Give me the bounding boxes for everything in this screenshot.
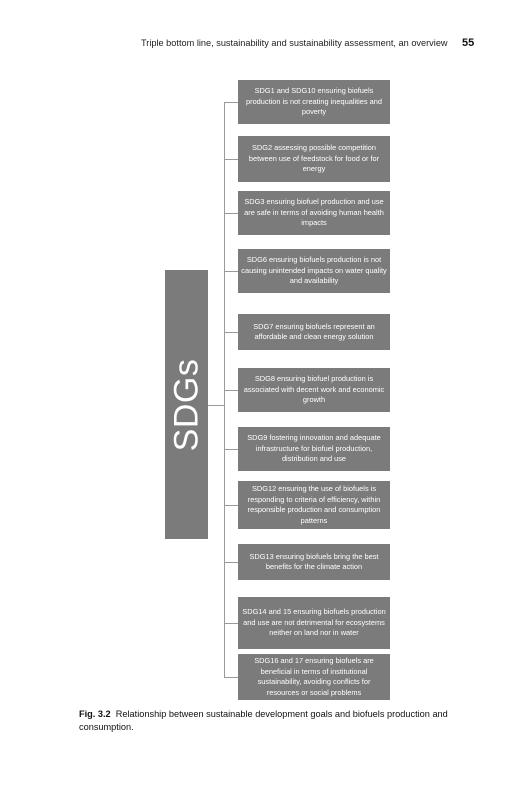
sdgs-root-label: SDGs [167,358,205,451]
sdg-node: SDG16 and 17 ensuring biofuels are beneficial in terms of institutional sustainability, avoiding conflicts for resources or social problems [238,654,390,700]
branch-connector [224,505,238,506]
sdg-node: SDG14 and 15 ensuring biofuels production and use are not detrimental for ecosystems neither on land nor in water [238,597,390,649]
figure-label: Fig. 3.2 [79,709,111,719]
sdg-node: SDG9 fostering innovation and adequate infrastructure for biofuel production, distribution and use [238,427,390,471]
sdg-node: SDG1 and SDG10 ensuring biofuels production is not creating inequalities and poverty [238,80,390,124]
branch-connector [224,390,238,391]
sdgs-root-box [165,270,208,539]
sdg-node: SDG7 ensuring biofuels represent an affordable and clean energy solution [238,314,390,350]
running-header-title: Triple bottom line, sustainability and sustainability assessment, an overview [141,38,448,48]
branch-connector [224,332,238,333]
sdg-node: SDG13 ensuring biofuels bring the best benefits for the climate action [238,544,390,580]
branch-connector [224,159,238,160]
sdg-node: SDG6 ensuring biofuels production is not causing unintended impacts on water quality and availability [238,249,390,293]
figure-caption [79,708,479,734]
branch-connector [224,102,238,103]
branch-connector [224,677,238,678]
figure-caption-text: Relationship between sustainable development goals and biofuels production and consumption. [79,709,448,732]
branch-connector [224,623,238,624]
sdg-node: SDG3 ensuring biofuel production and use are safe in terms of avoiding human health impacts [238,191,390,235]
root-connector [208,405,224,406]
page-number: 55 [462,37,475,49]
branch-connector [224,271,238,272]
sdg-node: SDG12 ensuring the use of biofuels is responding to criteria of efficiency, within responsible production and consumption patterns [238,481,390,529]
branch-connector [224,213,238,214]
branch-connector [224,449,238,450]
sdg-node: SDG2 assessing possible competition between use of feedstock for food or for energy [238,136,390,182]
sdg-node: SDG8 ensuring biofuel production is associated with decent work and economic growth [238,368,390,412]
branch-connector [224,562,238,563]
